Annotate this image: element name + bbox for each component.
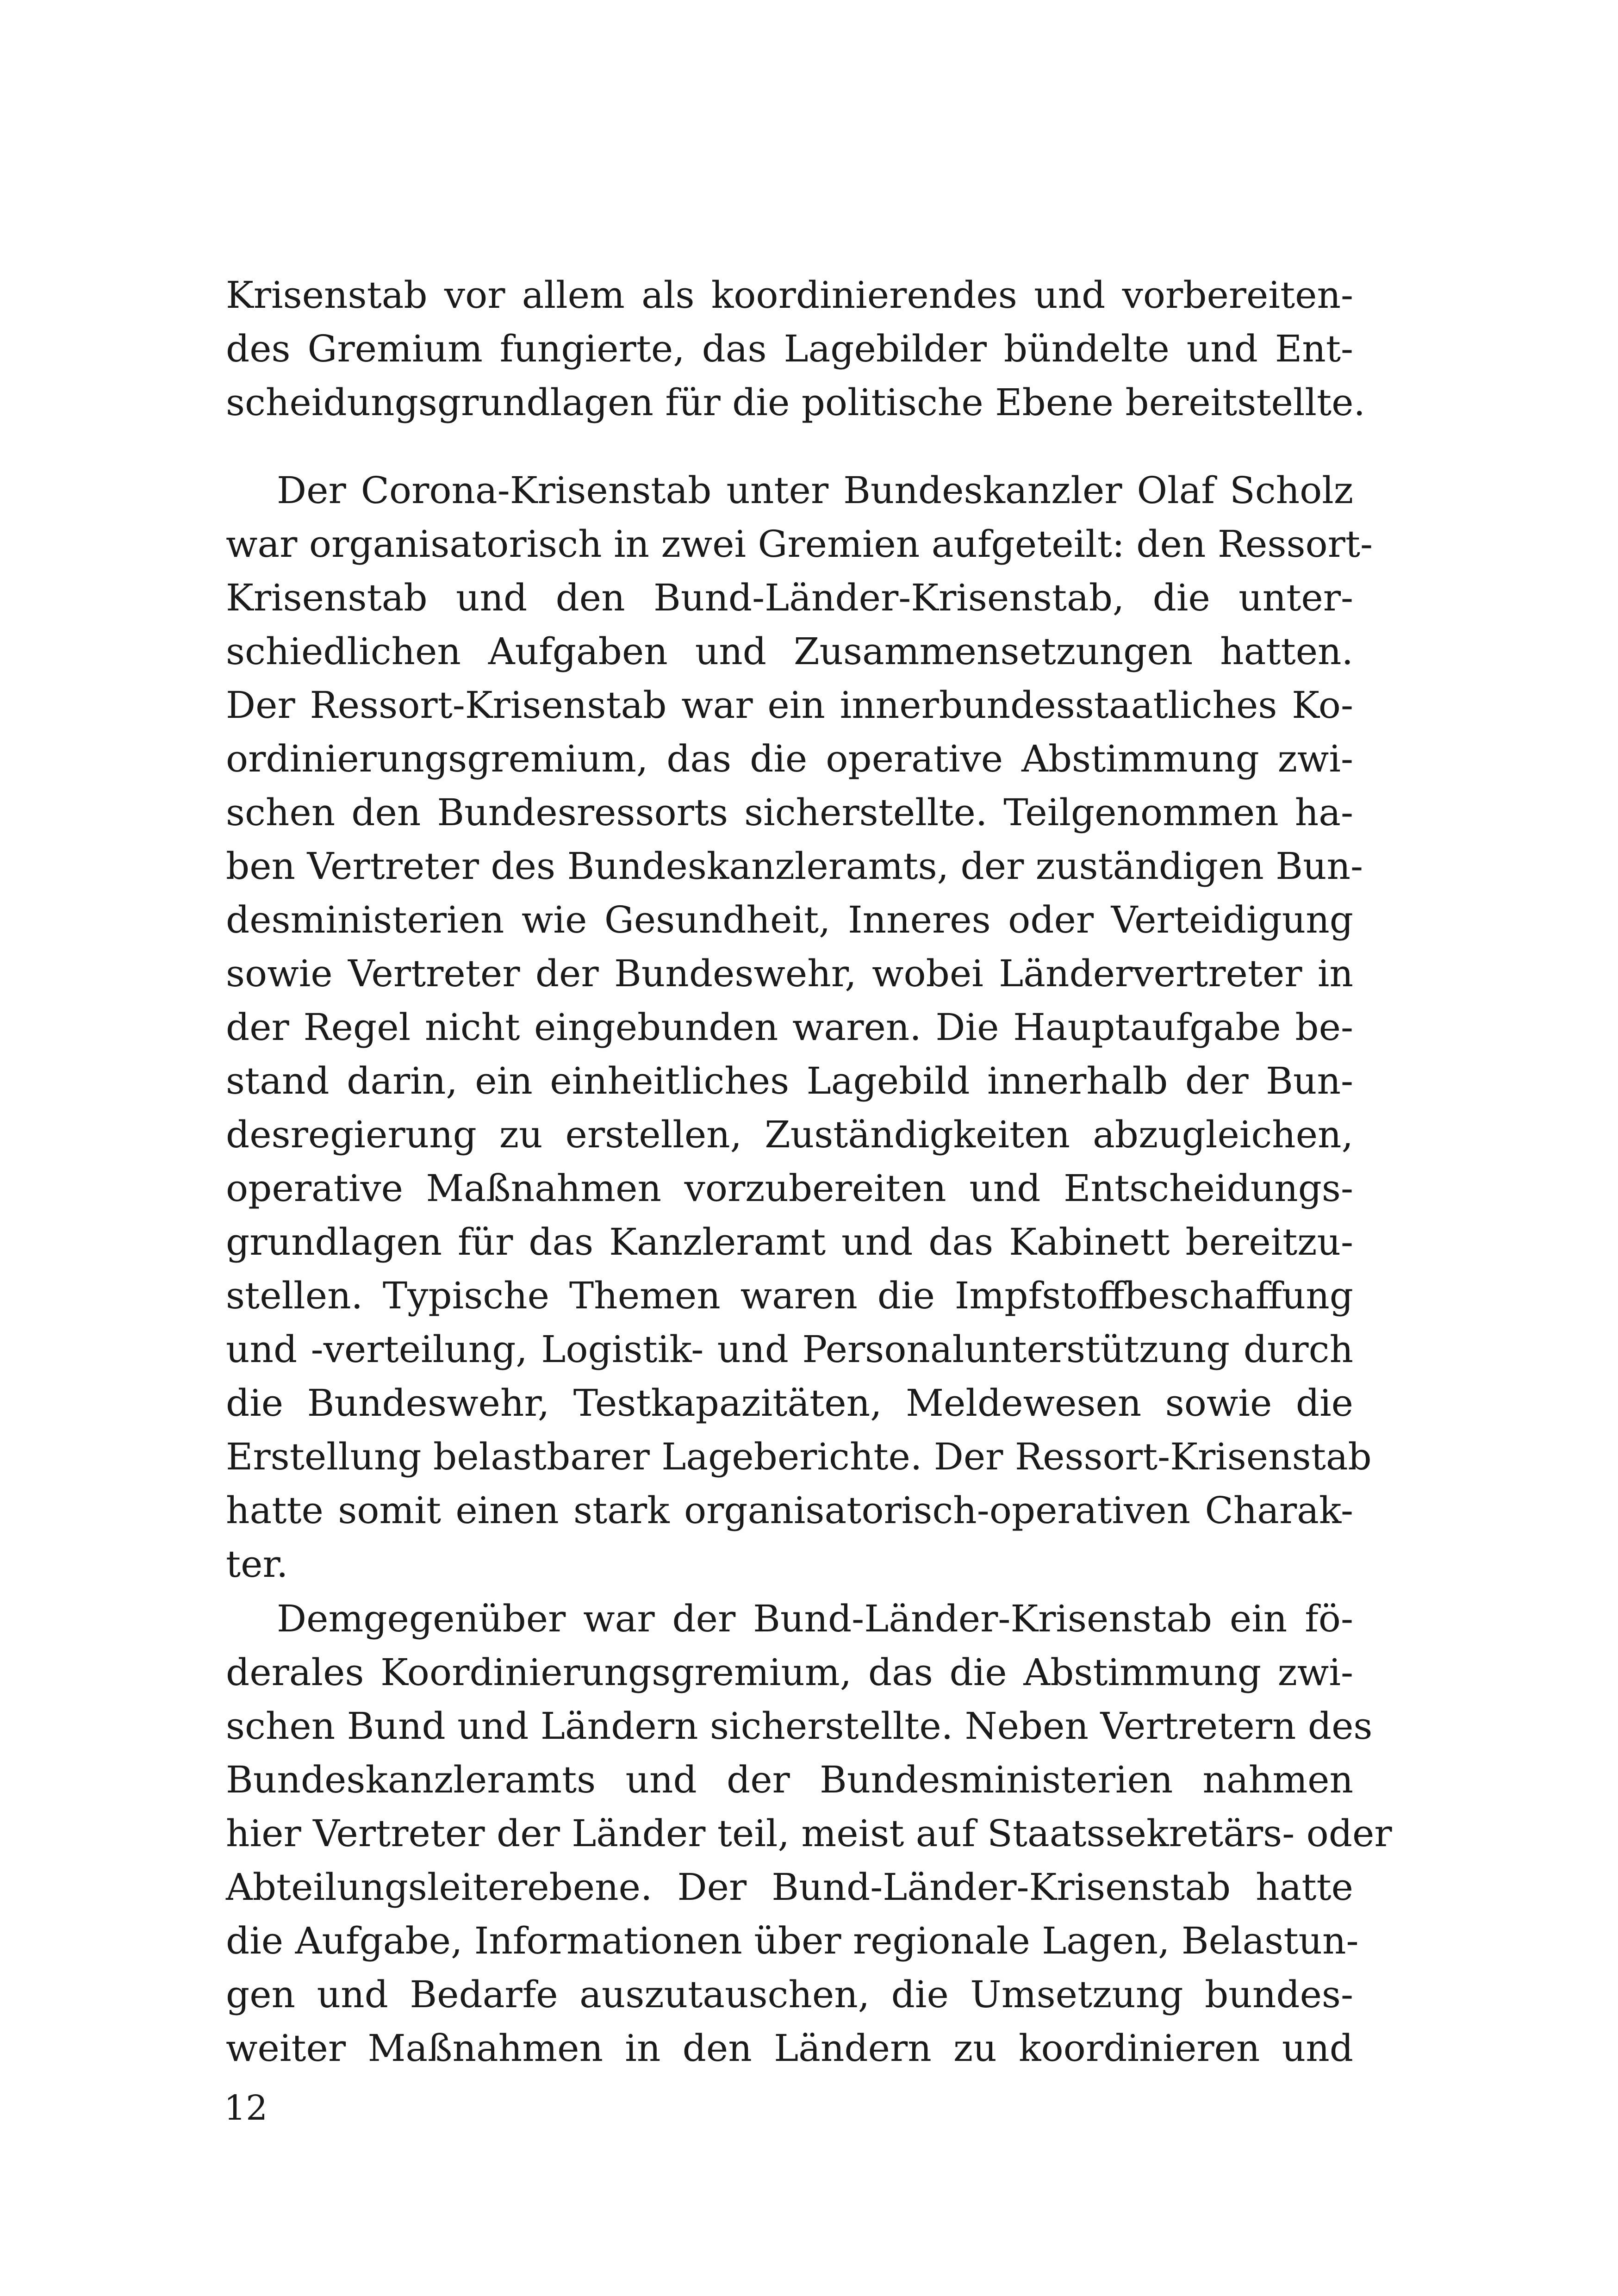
text-line: Krisenstab vor allem als koordinierendes und vorbereiten- — [226, 274, 1353, 317]
text-line: stand darin, ein einheitliches Lagebild innerhalb der Bun- — [226, 1059, 1353, 1102]
text-line: sowie Vertreter der Bundeswehr, wobei Ländervertreter in — [226, 952, 1353, 995]
text-line: Abteilungsleiterebene. Der Bund-Länder-Krisenstab hatte — [226, 1866, 1353, 1909]
text-line: scheidungsgrundlagen für die politische Ebene bereitstellte. — [226, 381, 1365, 424]
text-line: Bundeskanzleramts und der Bundesministerien nahmen — [226, 1758, 1353, 1801]
paragraph-2 — [226, 464, 1373, 1591]
text-line: gen und Bedarfe auszutauschen, die Umsetzung bundes- — [226, 1973, 1353, 2016]
text-line: hatte somit einen stark organisatorisch-operativen Charak- — [226, 1489, 1353, 1532]
paragraph-3 — [226, 1592, 1392, 2075]
text-line: stellen. Typische Themen waren die Impfstoffbeschaffung — [226, 1274, 1353, 1317]
text-line: Krisenstab und den Bund-Länder-Krisenstab, die unter- — [226, 576, 1353, 619]
text-line: schiedlichen Aufgaben und Zusammensetzungen hatten. — [226, 630, 1353, 673]
text-line: derales Koordinierungsgremium, das die Abstimmung zwi- — [226, 1651, 1353, 1694]
text-line: operative Maßnahmen vorzubereiten und Entscheidungs- — [226, 1167, 1353, 1210]
text-line: Der Ressort-Krisenstab war ein innerbundesstaatliches Ko- — [226, 684, 1353, 727]
text-line: ordinierungsgremium, das die operative Abstimmung zwi- — [226, 737, 1353, 780]
text-line: grundlagen für das Kanzleramt und das Kabinett bereitzu- — [226, 1220, 1353, 1263]
text-line: ben Vertreter des Bundeskanzleramts, der zuständigen Bun- — [226, 845, 1363, 888]
text-line: weiter Maßnahmen in den Ländern zu koordinieren und — [226, 2027, 1353, 2070]
text-line: der Regel nicht eingebunden waren. Die Hauptaufgabe be- — [226, 1006, 1353, 1049]
text-line: Demgegenüber war der Bund-Länder-Krisenstab ein fö- — [277, 1597, 1353, 1640]
text-line: hier Vertreter der Länder teil, meist auf Staatssekretärs- oder — [226, 1812, 1392, 1855]
paragraph-1 — [226, 268, 1365, 429]
text-line: ter. — [226, 1543, 288, 1586]
text-line: schen Bund und Ländern sicherstellte. Neben Vertretern des — [226, 1705, 1373, 1748]
text-line: die Aufgabe, Informationen über regionale Lagen, Belastun- — [226, 1919, 1359, 1962]
text-line: und -verteilung, Logistik- und Personalunterstützung durch — [226, 1328, 1353, 1371]
text-line: Der Corona-Krisenstab unter Bundeskanzler Olaf Scholz — [277, 469, 1353, 512]
text-line: Erstellung belastbarer Lageberichte. Der Ressort-Krisenstab — [226, 1435, 1372, 1478]
text-line: war organisatorisch in zwei Gremien aufgeteilt: den Ressort- — [226, 523, 1373, 566]
text-line: schen den Bundesressorts sicherstellte. Teilgenommen ha- — [226, 791, 1353, 834]
text-line: desregierung zu erstellen, Zuständigkeiten abzugleichen, — [226, 1113, 1353, 1156]
text-line: des Gremium fungierte, das Lagebilder bündelte und Ent- — [226, 327, 1353, 370]
text-line: desministerien wie Gesundheit, Inneres oder Verteidigung — [226, 898, 1353, 941]
text-line: die Bundeswehr, Testkapazitäten, Meldewesen sowie die — [226, 1381, 1353, 1425]
page-number: 12 — [224, 2088, 268, 2128]
